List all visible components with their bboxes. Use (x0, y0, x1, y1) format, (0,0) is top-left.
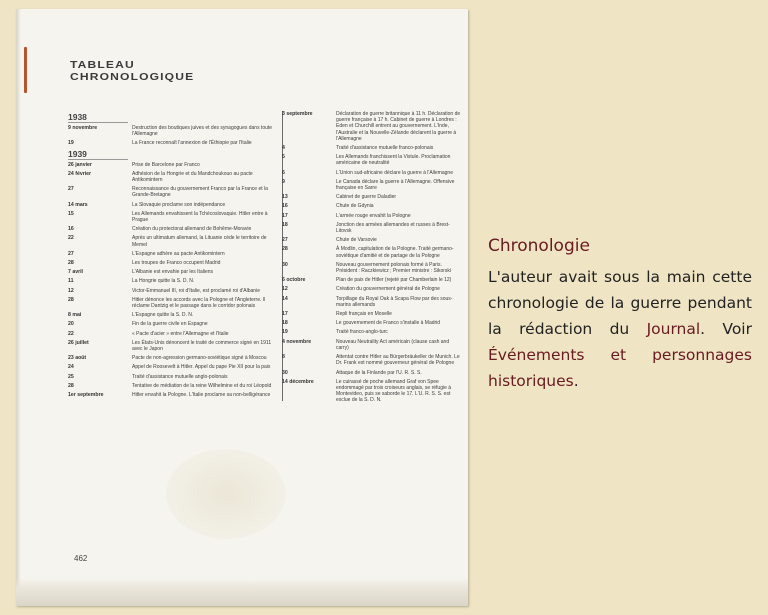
entry-text: Adhésion de la Hongrie et du Mandchoukouo au pacte Antikomintern (132, 170, 253, 184)
chronology-entry (282, 194, 462, 200)
entry-text: Appel de Roosevelt à Hitler. Appel du pape Pie XII pour la paix (132, 364, 271, 371)
caption-text-3: . (573, 372, 579, 390)
entry-date: 9 (282, 178, 285, 185)
entry-date: 20 (68, 321, 74, 328)
entry-text: Création du protectorat allemand de Bohême-Moravie (132, 226, 252, 233)
chronology-entry (68, 211, 273, 223)
entry-text: Victor-Emmanuel III, roi d'Italie, est proclamé roi d'Albanie (132, 287, 260, 294)
chronology-entry (68, 186, 273, 198)
chronology-entry (68, 340, 273, 352)
entry-date: 17 (282, 311, 288, 318)
entry-date: 28 (68, 296, 74, 303)
entry-text: Traité d'assistance mutuelle franco-polonais (336, 145, 434, 152)
chronology-entry (282, 311, 462, 317)
chronology-entry (282, 379, 462, 404)
chronology-entry (68, 374, 273, 380)
chronology-entry (282, 111, 462, 142)
caption-panel (488, 236, 752, 394)
entry-text: Création du gouvernement général de Pologne (336, 286, 440, 293)
chronology-entry (68, 202, 273, 208)
entry-text: Cabinet de guerre Daladier (336, 194, 397, 201)
binder-mark (24, 47, 27, 93)
entry-date: 28 (282, 246, 288, 253)
entry-text: La Hongrie quitte la S. D. N. (132, 278, 195, 285)
chronology-entry (68, 297, 273, 309)
entry-text: Destruction des boutiques juives et des synagogues dans toute l'Allemagne (132, 125, 273, 138)
entry-date: 24 février (68, 170, 92, 177)
entry-text: Fin de la guerre civile en Espagne (132, 321, 208, 328)
entry-text: Plan de paix de Hitler (rejeté par Chamberlain le 12) (336, 277, 452, 284)
chronology-entry (68, 140, 273, 146)
entry-date: 13 (282, 194, 288, 201)
entry-date: 22 (68, 235, 74, 242)
entry-date: 6 (282, 169, 285, 176)
entry-text: Hitler envahit la Pologne. L'Italie proclame sa non-belligérance (132, 392, 271, 399)
entry-text: Après un ultimatum allemand, la Lituanie cède le territoire de Memel (132, 235, 267, 248)
entry-text: L'Union sud-africaine déclare la guerre à l'Allemagne (336, 169, 453, 176)
entry-text: Le cuirassé de poche allemand Graf von Spee endommagé par trois croiseurs anglais, se réfugie à Montevideo, puis se saborde le 17. L'U. R. S. S. est exclue de la S. D. N. (336, 378, 452, 404)
entry-date: 26 juillet (68, 339, 89, 346)
entry-date: 4 (282, 145, 285, 152)
entry-text: Les Allemands franchissent la Vistule. Proclamation américaine de neutralité (336, 154, 451, 167)
entry-date: 26 janvier (68, 161, 92, 168)
entry-date: 27 (68, 186, 74, 193)
entry-text: Nouveau Neutrality Act américain (clause cash and carry) (336, 338, 450, 351)
entry-date: 25 (68, 373, 74, 380)
entry-text: L'Albanie est envahie par les Italiens (132, 269, 214, 276)
entry-text: Attaque de la Finlande par l'U. R. S. S. (336, 369, 422, 376)
entry-date: 11 (68, 278, 74, 285)
entry-text: À Modlin, capitulation de la Pologne. Traité germano-soviétique d'amitié et de partage de la Pologne (336, 246, 454, 259)
entry-date: 5 (282, 154, 285, 161)
entry-date: 8 (282, 354, 285, 361)
entry-date: 24 (68, 364, 74, 371)
chronology-entry (282, 145, 462, 151)
chronology-entry (68, 321, 273, 327)
entry-text: L'Espagne quitte la S. D. N. (132, 312, 194, 319)
entry-text: L'Espagne adhère au pacte Antikomintern (132, 250, 225, 257)
entry-date: 12 (282, 286, 288, 293)
entry-text: L'armée rouge envahit la Pologne (336, 212, 411, 219)
entry-text: Prise de Barcelone par Franco (132, 161, 200, 168)
year-heading: 1938 (68, 113, 128, 123)
chronology-entry (282, 277, 462, 283)
entry-text: Chute de Gdynia (336, 203, 374, 210)
entry-date: 4 novembre (282, 338, 312, 345)
entry-date: 14 mars (68, 201, 88, 208)
chronology-entry (282, 179, 462, 191)
entry-text: Attentat contre Hitler au Bürgerbräukeller de Munich. Le Dr. Frank est nommé gouverneur général de Pologne (336, 354, 460, 367)
entry-text: Torpillage du Royal Oak à Scapa Flow par des sous-marins allemands (336, 295, 453, 308)
chronology-entry (68, 260, 273, 266)
entry-date: 17 (282, 212, 288, 219)
chronology-entry (282, 370, 462, 376)
entry-text: Chute de Varsovie (336, 237, 377, 244)
chronology-entry (282, 286, 462, 292)
entry-date: 28 (68, 382, 74, 389)
caption-paragraph (488, 264, 752, 394)
chronology-entry (68, 392, 273, 398)
chronology-entry (282, 262, 462, 274)
entry-text: « Pacte d'acier » entre l'Allemagne et l'Italie (132, 330, 229, 337)
entry-date: 18 (282, 320, 288, 327)
entry-text: Reconnaissance du gouvernement Franco par la France et la Grande-Bretagne (132, 186, 268, 199)
caption-text-2: . Voir (700, 320, 752, 338)
chronology-entry (68, 355, 273, 361)
entry-date: 8 mai (68, 312, 82, 319)
page-curl (16, 578, 468, 606)
entry-date: 18 (282, 221, 288, 228)
chronology-right-column (282, 111, 462, 407)
caption-heading: Chronologie (488, 236, 590, 256)
entry-date: 19 (282, 329, 288, 336)
entry-date: 19 (68, 140, 74, 147)
chronology-entry (68, 171, 273, 183)
chronology-entry (68, 235, 273, 247)
entry-date: 1er septembre (68, 392, 104, 399)
page-edge-shadow (16, 9, 21, 606)
entry-text: La Slovaquie proclame son indépendance (132, 201, 226, 208)
entry-text: La France reconnaît l'annexion de l'Éthiopie par l'Italie (132, 140, 252, 147)
entry-text: Le Canada déclare la guerre à l'Allemagne. Offensive française en Sarre (336, 178, 455, 192)
chronology-entry (68, 125, 273, 137)
chronology-entry (68, 269, 273, 275)
chronology-entry (68, 383, 273, 389)
chronology-entry (68, 288, 273, 294)
chronology-entry (282, 213, 462, 219)
entry-date: 6 octobre (282, 277, 306, 284)
entry-text: Nouveau gouvernement polonais formé à Paris. Président : Raczkiewicz ; Premier ministre : Sikorski (336, 261, 452, 275)
chronology-entry (282, 354, 462, 366)
page-number: 462 (74, 554, 88, 563)
entry-date: 12 (68, 287, 74, 294)
entry-date: 7 avril (68, 269, 83, 276)
chronology-entry (282, 329, 462, 335)
chronology-entry (68, 278, 273, 284)
entry-date: 14 décembre (282, 378, 314, 385)
paper-stain (166, 449, 286, 539)
chronology-entry (282, 237, 462, 243)
entry-date: 15 (68, 210, 74, 217)
chronology-entry (68, 331, 273, 337)
entry-text: Les troupes de Franco occupent Madrid (132, 260, 221, 267)
chronology-entry (282, 296, 462, 308)
chronology-entry (282, 246, 462, 258)
entry-text: Déclaration de guerre britannique à 11 h. Déclaration de guerre française à 17 h. Cabinet de guerre à Londres : Eden et Churchill entrent au gouvernement. L'Inde, l'Australie et la Nouvelle-Zélande déclarent la guerre à l'Allemagne (336, 111, 461, 142)
chronology-entry (282, 222, 462, 234)
entry-date: 16 (68, 226, 74, 233)
entry-text: Hitler dénonce les accords avec la Pologne et l'Angleterre. Il réclame Dantzig et le passage dans le corridor polonais (132, 296, 266, 310)
entry-date: 9 novembre (68, 125, 98, 131)
chronology-entry (282, 170, 462, 176)
chronology-entry (68, 226, 273, 232)
entry-text: Les Allemands envahissent la Tchécoslovaquie. Hitler entre à Prague (132, 210, 268, 224)
chronology-entry (68, 312, 273, 318)
entry-text: Les États-Unis dénoncent le traité de commerce signé en 1911 avec le Japon (132, 339, 272, 353)
entry-date: 23 août (68, 355, 87, 362)
entry-text: Pacte de non-agression germano-soviétique signé à Moscou (132, 355, 267, 362)
entry-date: 30 (282, 261, 288, 268)
entry-date: 22 (68, 330, 74, 337)
entry-date: 30 (282, 369, 288, 376)
entry-text: Le gouvernement de Franco s'installe à Madrid (336, 320, 441, 327)
year-heading: 1939 (68, 150, 128, 160)
entry-date: 28 (68, 260, 74, 267)
journal-link[interactable]: Journal (646, 320, 701, 338)
document-title (70, 59, 194, 83)
scanned-document (16, 9, 468, 606)
caption-text-1: L'auteur avait sous la main cette chronologie de la guerre pendant la rédaction du (488, 268, 752, 338)
chronology-entry (282, 154, 462, 166)
entry-date: 3 septembre (282, 111, 313, 117)
chronology-entry (68, 162, 273, 168)
entry-date: 27 (68, 250, 74, 257)
chronology-entry (282, 339, 462, 351)
title-line-1: TABLEAU (70, 59, 135, 71)
chronology-entry (68, 364, 273, 370)
entry-date: 16 (282, 203, 288, 210)
entry-date: 14 (282, 295, 288, 302)
chronology-entry (282, 203, 462, 209)
chronology-entry (68, 251, 273, 257)
entry-text: Traité d'assistance mutuelle anglo-polonais (132, 373, 228, 380)
events-link[interactable]: Événements et personnages historiques (488, 346, 752, 390)
chronology-entry (282, 320, 462, 326)
entry-text: Traité franco-anglo-turc (336, 329, 388, 336)
entry-date: 27 (282, 237, 288, 244)
entry-text: Tentative de médiation de la reine Wilhelmine et du roi Léopold (132, 382, 272, 389)
entry-text: Repli français en Moselle (336, 311, 392, 318)
chronology-left-column (68, 111, 273, 401)
entry-text: Jonction des armées allemandes et russes à Brest-Litovsk (336, 221, 450, 235)
title-line-2: CHRONOLOGIQUE (70, 71, 195, 83)
